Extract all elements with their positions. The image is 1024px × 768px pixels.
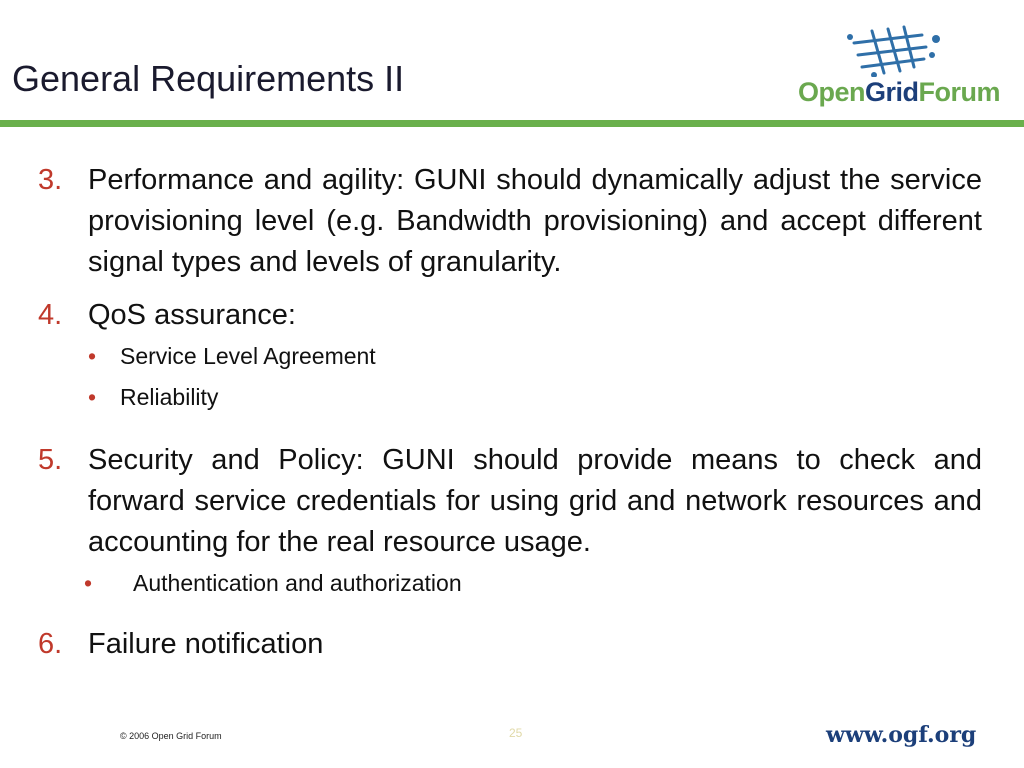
item-text: Security and Policy: GUNI should provide means to check and forward service credentials for using grid and network resources and accounting for the real resource usage. bbox=[88, 444, 982, 558]
list-item bbox=[38, 624, 982, 665]
grid-network-icon bbox=[844, 25, 944, 77]
bullet-icon: • bbox=[84, 570, 93, 596]
ogf-logo bbox=[796, 25, 1001, 107]
item-text: Failure notification bbox=[88, 628, 324, 660]
list-item bbox=[38, 295, 982, 336]
footer-url: www.ogf.org bbox=[826, 722, 977, 748]
item-number: 3. bbox=[38, 164, 63, 196]
list-item bbox=[38, 160, 982, 283]
sub-item-text: Service Level Agreement bbox=[120, 343, 376, 369]
item-text: Performance and agility: GUNI should dynamically adjust the service provisioning level (e.g. Bandwidth provisioning) and accept different signal types and levels of granularity. bbox=[88, 164, 982, 278]
sub-item-text: Authentication and authorization bbox=[133, 570, 462, 596]
footer-copyright: © 2006 Open Grid Forum bbox=[120, 731, 222, 741]
sub-item bbox=[38, 377, 982, 418]
sub-item-text: Reliability bbox=[120, 384, 219, 410]
list-item bbox=[38, 440, 982, 563]
item-text: QoS assurance: bbox=[88, 299, 296, 331]
item-number: 6. bbox=[38, 628, 63, 660]
title-divider bbox=[0, 120, 1024, 127]
slide-title: General Requirements II bbox=[12, 58, 405, 99]
sub-item bbox=[38, 336, 982, 377]
bullet-icon: • bbox=[88, 384, 97, 410]
sub-item bbox=[38, 563, 982, 604]
bullet-icon: • bbox=[88, 343, 97, 369]
logo-wordmark: OpenGridForum bbox=[798, 77, 1001, 107]
item-number: 5. bbox=[38, 444, 63, 476]
page-number: 25 bbox=[509, 726, 523, 740]
slide-body bbox=[38, 160, 982, 665]
item-number: 4. bbox=[38, 299, 63, 331]
